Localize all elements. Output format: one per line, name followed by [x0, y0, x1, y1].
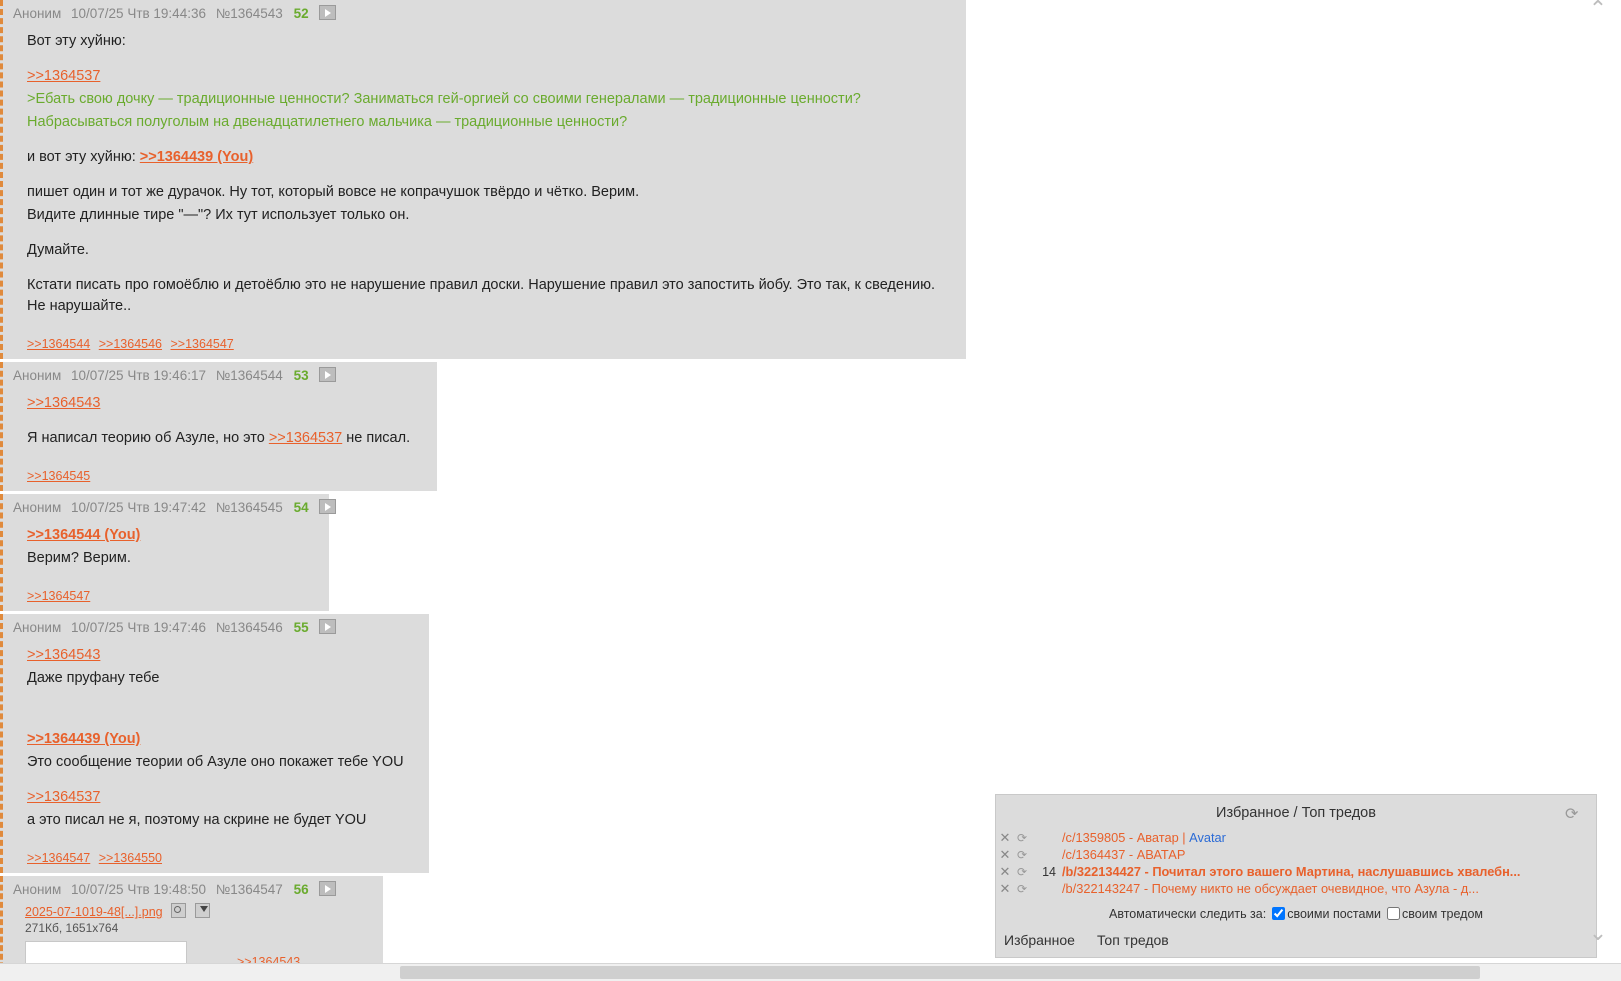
post-index: 55 — [293, 620, 309, 636]
post-line: Видите длинные тире "—"? Их тут использует только он. — [27, 207, 410, 224]
refresh-icon[interactable]: ⟳ — [1016, 864, 1028, 879]
reply-backlink[interactable]: >>1364547 — [27, 851, 91, 866]
auto-watch-label: Автоматически следить за: — [1108, 907, 1267, 921]
post-line: Даже пруфану тебе — [27, 670, 160, 687]
post-line: Это сообщение теории об Азуле оно покажет тебе YOU — [27, 754, 404, 771]
play-icon[interactable] — [319, 5, 336, 20]
attachment-filename — [3, 901, 383, 919]
post-index: 54 — [293, 500, 309, 516]
favourites-tabs — [996, 921, 1596, 948]
post-line: пишет один и тот же дурачок. Ну тот, который вовсе не копрачушок твёрдо и чётко. Верим. — [27, 184, 640, 201]
list-item[interactable] — [996, 880, 1596, 897]
list-item[interactable] — [996, 863, 1596, 880]
thread-link[interactable] — [1062, 881, 1479, 896]
favourites-panel — [995, 794, 1597, 958]
watch-own-posts-option[interactable] — [1272, 907, 1381, 921]
post-author: Аноним — [13, 6, 62, 21]
download-icon[interactable] — [195, 903, 210, 918]
post-body — [3, 387, 437, 449]
list-item[interactable] — [996, 846, 1596, 863]
close-icon[interactable]: ✕ — [999, 829, 1011, 845]
scrollbar-thumb[interactable] — [400, 966, 1480, 979]
watch-own-posts-checkbox[interactable] — [1272, 907, 1285, 920]
play-icon[interactable] — [319, 499, 336, 514]
post-number[interactable]: №1364545 — [215, 500, 283, 516]
reply-link[interactable]: >>1364543 — [27, 647, 101, 664]
reply-link[interactable]: >>1364537 — [27, 68, 101, 85]
refresh-icon[interactable]: ⟳ — [1016, 830, 1028, 845]
post-body — [3, 639, 429, 831]
post-1364544[interactable] — [0, 362, 437, 491]
thread-title: АВАТАР — [1136, 847, 1186, 862]
refresh-icon[interactable]: ⟳ — [1016, 847, 1028, 862]
post-replies — [3, 331, 966, 351]
play-icon[interactable] — [319, 367, 336, 382]
post-text: не писал. — [346, 430, 411, 447]
reply-backlink[interactable]: >>1364550 — [98, 851, 163, 866]
watch-own-thread-label: своим тредом — [1402, 907, 1483, 921]
post-date: 10/07/25 Чтв 19:47:46 — [71, 620, 206, 636]
horizontal-scrollbar[interactable] — [0, 963, 1621, 981]
reply-backlink[interactable]: >>1364547 — [27, 589, 91, 604]
post-number[interactable]: №1364547 — [215, 882, 283, 898]
reply-link[interactable]: >>1364537 — [268, 430, 343, 447]
post-date: 10/07/25 Чтв 19:46:17 — [71, 368, 206, 384]
post-index: 56 — [293, 882, 309, 898]
scroll-up-button[interactable]: ⌃ — [1588, 0, 1608, 21]
attachment-meta: 271Кб, 1651x764 — [25, 921, 119, 936]
post-number[interactable]: №1364544 — [215, 368, 283, 384]
separator: - — [1140, 864, 1153, 879]
post-date: 10/07/25 Чтв 19:44:36 — [71, 6, 206, 21]
favourites-title: Избранное / Топ тредов — [1216, 805, 1376, 821]
reply-link[interactable]: >>1364543 — [27, 395, 101, 412]
board-id: /b/322143247 — [1062, 881, 1141, 896]
post-author: Аноним — [13, 368, 62, 384]
post-line: Думайте. — [27, 242, 89, 259]
thread-link[interactable] — [1062, 864, 1520, 879]
post-line — [27, 147, 952, 168]
reply-link-you[interactable]: >>1364439 (You) — [139, 149, 254, 166]
file-link[interactable]: 2025-07-1019-48[...].png — [25, 905, 163, 920]
post-replies — [3, 845, 429, 865]
post-line: Кстати писать про гомоёблю и детоёблю это не нарушение правил доски. Нарушение правил это запостить йобу. Это так, к сведению. Не нарушайте.. — [27, 277, 935, 315]
post-line: Верим? Верим. — [27, 550, 131, 567]
thread-link[interactable] — [1062, 847, 1185, 862]
post-text: и вот эту хуйню: — [27, 149, 136, 166]
board-id: /b/322134427 — [1062, 864, 1141, 879]
post-date: 10/07/25 Чтв 19:47:42 — [71, 500, 206, 516]
post-index: 52 — [293, 6, 309, 21]
close-icon[interactable]: ✕ — [999, 846, 1011, 862]
reply-link-you[interactable]: >>1364544 (You) — [27, 527, 141, 544]
play-icon[interactable] — [319, 881, 336, 896]
post-replies — [3, 583, 329, 603]
reply-link-you[interactable]: >>1364439 (You) — [27, 731, 141, 748]
tab-top-threads[interactable]: Топ тредов — [1096, 932, 1169, 948]
favourites-list — [996, 827, 1596, 897]
reply-backlink[interactable]: >>1364547 — [170, 337, 234, 352]
post-body — [3, 519, 329, 569]
thread-title-alt: Avatar — [1189, 830, 1226, 845]
separator: - — [1125, 830, 1137, 845]
quote-line: Набрасываться полуголым на двенадцатилетнего мальчика — традиционные ценности? — [27, 114, 628, 131]
thread-title: Почему никто не обсуждает очевидное, что Азула - д... — [1151, 881, 1479, 896]
post-line: а это писал не я, поэтому на скрине не будет YOU — [27, 812, 367, 829]
post-1364543[interactable] — [0, 0, 966, 359]
separator: - — [1125, 847, 1137, 862]
separator: - — [1140, 881, 1152, 896]
post-header — [3, 614, 429, 639]
reply-backlink[interactable]: >>1364544 — [27, 337, 91, 352]
post-1364546[interactable] — [0, 614, 429, 873]
zoom-icon[interactable] — [171, 903, 186, 918]
watch-own-thread-checkbox[interactable] — [1387, 907, 1400, 920]
post-header — [3, 876, 383, 901]
watch-own-posts-label: своими постами — [1287, 907, 1382, 921]
post-replies — [3, 463, 437, 483]
close-icon[interactable]: ✕ — [999, 880, 1011, 896]
post-author: Аноним — [13, 500, 62, 516]
board-id: /c/1359805 — [1062, 830, 1126, 845]
play-icon[interactable] — [319, 619, 336, 634]
post-header — [3, 0, 966, 25]
reply-backlink[interactable]: >>1364546 — [98, 337, 163, 352]
reply-link[interactable]: >>1364537 — [27, 789, 101, 806]
thread-title: Почитал этого вашего Мартина, наслушавшись хвалебн... — [1152, 864, 1521, 879]
post-line: Вот эту хуйню: — [27, 33, 126, 49]
post-author: Аноним — [13, 882, 62, 898]
post-1364545[interactable] — [0, 494, 329, 611]
post-author: Аноним — [13, 620, 62, 636]
post-body — [3, 25, 966, 317]
unread-count: 14 — [1042, 864, 1056, 879]
post-number[interactable]: №1364546 — [215, 620, 283, 636]
refresh-icon[interactable] — [1565, 806, 1580, 821]
watch-own-thread-option[interactable] — [1387, 907, 1483, 921]
quote-line: >Ебать свою дочку — традиционные ценности? Заниматься гей-оргией со своими генералами — традиционные ценности? — [27, 91, 861, 108]
post-text: Я написал теорию об Азуле, но это — [27, 430, 265, 447]
post-header — [3, 362, 437, 387]
post-date: 10/07/25 Чтв 19:48:50 — [71, 882, 206, 898]
thread-title: Аватар | — [1136, 830, 1190, 845]
thread-link[interactable] — [1062, 830, 1226, 845]
post-line — [27, 428, 423, 449]
refresh-icon[interactable]: ⟳ — [1016, 881, 1028, 896]
close-icon[interactable]: ✕ — [999, 863, 1011, 879]
list-item[interactable] — [996, 829, 1596, 846]
post-header — [3, 494, 329, 519]
auto-watch-options — [996, 897, 1596, 921]
post-number[interactable]: №1364543 — [215, 6, 283, 21]
post-index: 53 — [293, 368, 309, 384]
board-id: /c/1364437 — [1062, 847, 1126, 862]
tab-favourites[interactable]: Избранное — [1004, 932, 1075, 948]
scroll-down-button[interactable]: ⌄ — [1588, 920, 1608, 945]
reply-backlink[interactable]: >>1364545 — [27, 469, 91, 484]
